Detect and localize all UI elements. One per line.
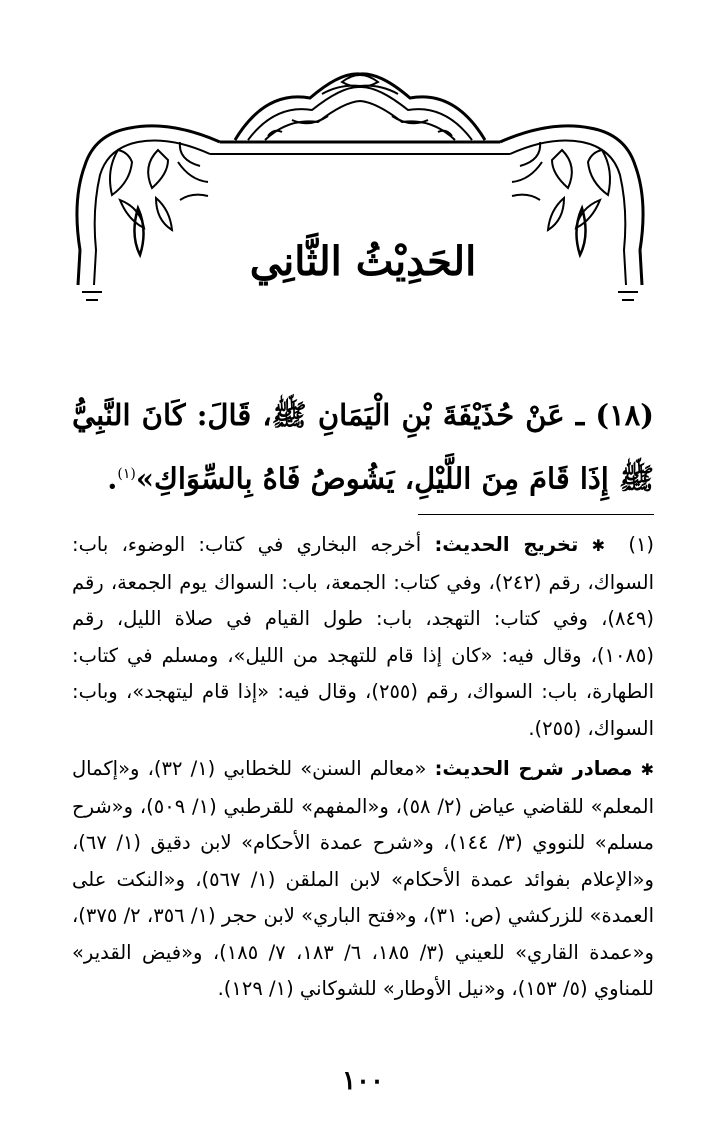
footnote-heading: تخريج الحديث: (434, 533, 579, 556)
footnote-body: أخرجه البخاري في كتاب: الوضوء، باب: السواك، رقم (٢٤٢)، وفي كتاب: الجمعة، باب: السواك يوم الجمعة، رقم (٨٤٩)، وفي كتاب: التهجد، باب: طول القيام في صلاة الليل، رقم (١٠٨٥)، وقال فيه: «كان إذا قام للتهجد من الليل»، ومسلم في كتاب: الطهارة، باب: السواك، رقم (٢٥٥)، وقال فيه: «إذا قام ليتهجد»، وباب: السواك، (٢٥٥). (72, 533, 654, 740)
center-arch-ornament (210, 74, 510, 154)
footnote-body: «معالم السنن» للخطابي (١/ ٣٢)، و«إكمال المعلم» للقاضي عياض (٢/ ٥٨)، و«المفهم» للقرطبي (١/ ٥٠٩)، و«شرح مسلم» للنووي (٣/ ١٤٤)، و«شرح عمدة الأحكام» لابن دقيق (١/ ٦٧)، و«الإعلام بفوائد عمدة الأحكام» لابن الملقن (١/ ٥٦٧)، و«النكت على العمدة» للزركشي (ص: ٣١)، و«فتح الباري» لابن حجر (١/ ٣٥٦، ٢/ ٣٧٥)، و«عمدة القاري» للعيني (٣/ ١٨٥، ٦/ ١٨٣، ٧/ ١٨٥)، و«فيض القدير» للمناوي (٥/ ١٥٣)، و«نيل الأوطار» للشوكاني (١/ ١٢٩). (72, 757, 654, 1000)
hadith-text-block: (١٨) ـ عَنْ حُذَيْفَةَ بْنِ الْيَمَانِ ﷺ، قَالَ: كَانَ النَّبِيُّ ﷺ إِذَا قَامَ مِنَ اللَّيْلِ، يَشُوصُ فَاهُ بِالسِّوَاكِ»$^{(١)}$. (72, 398, 654, 496)
footnote-takhrij (72, 527, 654, 747)
star-marker-icon: ✱ (591, 536, 606, 555)
hadith-text: (١٨) ـ عَنْ حُذَيْفَةَ بْنِ الْيَمَانِ ﷺ، قَالَ: كَانَ النَّبِيُّ ﷺ إِذَا قَامَ مِنَ اللَّيْلِ، يَشُوصُ فَاهُ بِالسِّوَاكِ» (72, 398, 654, 496)
footnote-number: (١) (628, 533, 655, 556)
footnote-reference: (١) (117, 466, 136, 482)
footnote-heading: مصادر شرح الحديث: (434, 757, 633, 780)
footnote-separator (418, 514, 654, 515)
page-number: ١٠٠ (342, 1066, 384, 1096)
star-marker-icon: ✱ (640, 760, 654, 779)
footnotes-section (72, 527, 654, 1008)
footnote-sources (72, 751, 654, 1008)
chapter-title: الحَدِيْثُ الثَّانِي (249, 238, 477, 285)
